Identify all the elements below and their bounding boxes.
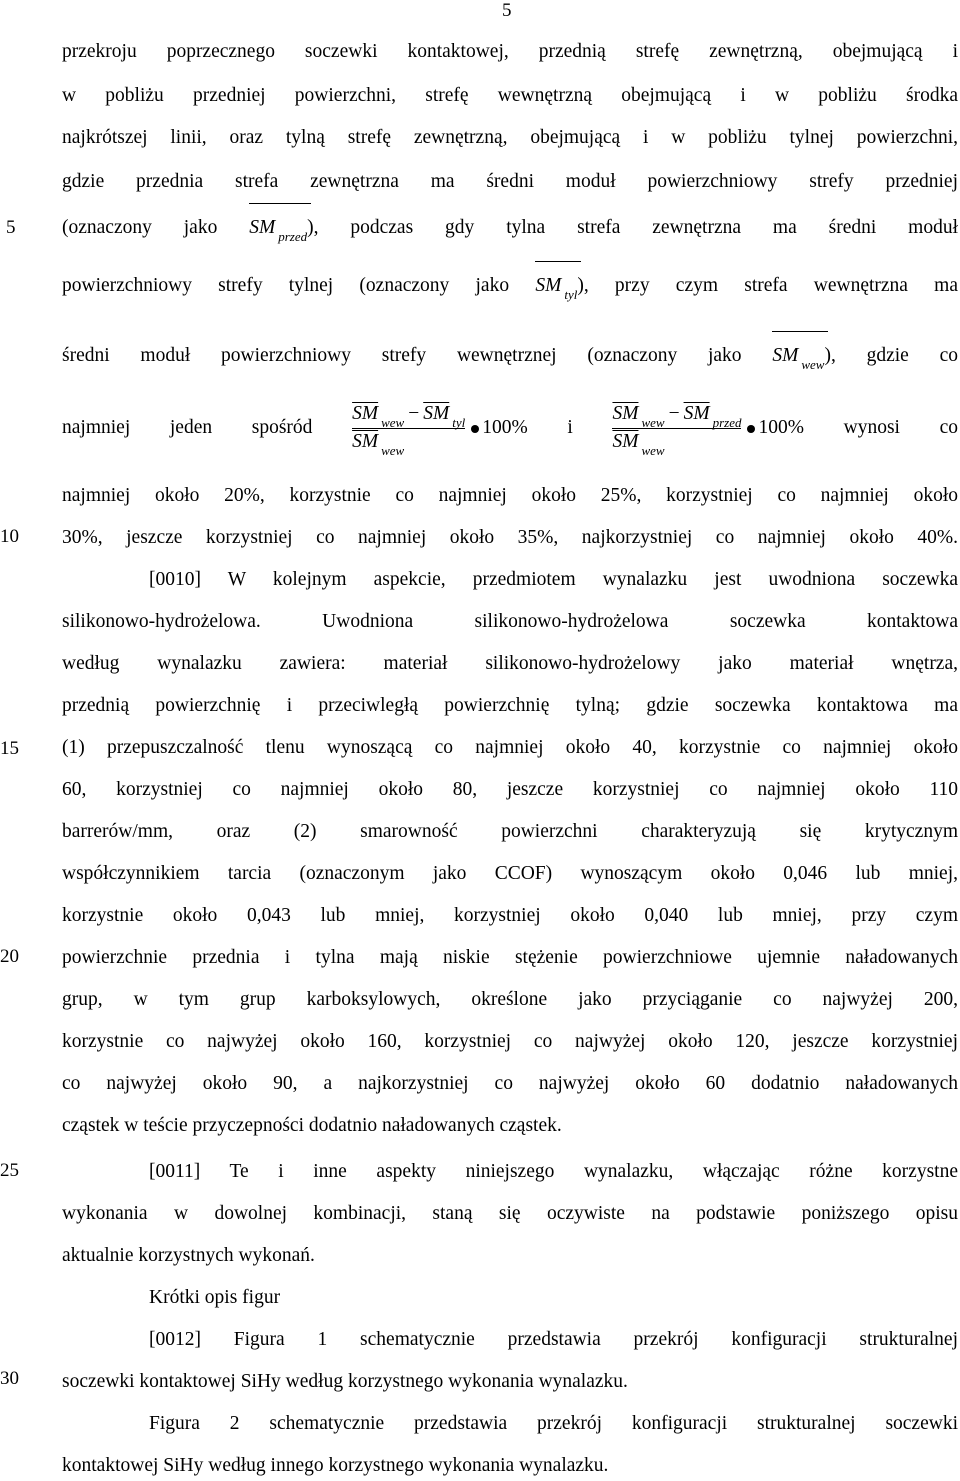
text-span: powierzchniowy strefy tylnej (oznaczony jako [62, 275, 510, 296]
text-line [62, 216, 958, 244]
text-span: średni moduł powierzchniowy strefy wewnętrznej (oznaczony jako [62, 345, 742, 366]
text-line: silikonowo-hydrożelowa. Uwodniona silikonowo-hydrożelowa soczewka kontaktowa [62, 611, 958, 632]
text-line: grup, w tym grup karboksylowych, określone jako przyciąganie co najwyżej 200, [62, 989, 958, 1010]
text-line: soczewki kontaktowej SiHy według korzystnego wykonania wynalazku. [62, 1371, 628, 1392]
text-span: najmniej jeden spośród [62, 417, 313, 438]
line-number-30: 30 [0, 1368, 19, 1389]
fraction-wew-przed: $\frac{\overline{SM} _{wew} - \overline{SM} _{przed}}{\overline{SM} _{wew}}$ [612, 403, 742, 459]
line-number-25: 25 [0, 1160, 19, 1181]
formula-line [62, 398, 958, 458]
text-line: cząstek w teście przyczepności dodatnio naładowanych cząstek. [62, 1115, 562, 1136]
text-line: 60, korzystniej co najmniej około 80, jeszcze korzystniej co najmniej około 110 [62, 779, 958, 800]
text-span: (oznaczony jako [62, 217, 218, 238]
line-number-5: 5 [6, 217, 16, 238]
fraction-wew-tyl: $\frac{\overline{SM} _{wew} - \overline{SM} _{tyl}}{\overline{SM} _{wew}}$ [352, 403, 466, 459]
page-number: 5 [502, 0, 512, 21]
text-line: korzystnie co najwyżej około 160, korzystniej co najwyżej około 120, jeszcze korzystniej [62, 1031, 958, 1052]
text-line: według wynalazku zawiera: materiał silikonowo-hydrożelowy jako materiał wnętrza, [62, 653, 958, 674]
text-line: [0012] Figura 1 schematycznie przedstawia przekrój konfiguracji strukturalnej [149, 1329, 958, 1350]
multiply-dot [471, 425, 479, 433]
text-line: korzystnie około 0,043 lub mniej, korzystniej około 0,040 lub mniej, przy czym [62, 905, 958, 926]
sm-wew-symbol: SM $_{wew}$ [772, 344, 824, 369]
text-line: przekroju poprzecznego soczewki kontaktowej, przednią strefę zewnętrzną, obejmującą i [62, 41, 958, 62]
text-line: powierzchnie przednia i tylna mają niskie stężenie powierzchniowe ujemnie naładowanych [62, 947, 958, 968]
sm-przed-symbol: SM $_{przed}$ [249, 216, 307, 241]
text-span: wynosi co [843, 417, 959, 438]
text-span: ), gdzie co [824, 345, 958, 366]
text-line [62, 344, 958, 372]
text-line: co najwyżej około 90, a najkorzystniej co najwyżej około 60 dodatnio naładowanych [62, 1073, 958, 1094]
text-span: ), podczas gdy tylna strefa zewnętrzna ma średni moduł [307, 217, 958, 238]
text-line: barrerów/mm, oraz (2) smarowność powierzchni charakteryzują się krytycznym [62, 821, 958, 842]
text-line: przednią powierzchnię i przeciwległą powierzchnię tylną; gdzie soczewka kontaktowa ma [62, 695, 958, 716]
text-line: najmniej około 20%, korzystnie co najmniej około 25%, korzystniej co najmniej około [62, 485, 958, 506]
multiply-dot [747, 425, 755, 433]
text-span: 100% [758, 417, 804, 438]
text-line: gdzie przednia strefa zewnętrzna ma średni moduł powierzchniowy strefy przedniej [62, 171, 958, 192]
line-number-10: 10 [0, 526, 19, 547]
text-line: najkrótszej linii, oraz tylną strefę zewnętrzną, obejmującą i w pobliżu tylnej powierzchni, [62, 127, 958, 148]
text-line: 30%, jeszcze korzystniej co najmniej około 35%, najkorzystniej co najmniej około 40%. [62, 527, 958, 548]
text-span: ), przy czym strefa wewnętrzna ma [577, 275, 959, 296]
line-number-20: 20 [0, 946, 19, 967]
text-line [62, 274, 959, 302]
text-line: Figura 2 schematycznie przedstawia przekrój konfiguracji strukturalnej soczewki [149, 1413, 958, 1434]
text-line: kontaktowej SiHy według innego korzystnego wykonania wynalazku. [62, 1455, 609, 1476]
text-line: współczynnikiem tarcia (oznaczonym jako CCOF) wynoszącym około 0,046 lub mniej, [62, 863, 958, 884]
text-line: w pobliżu przedniej powierzchni, strefę wewnętrzną obejmującą i w pobliżu środka [62, 85, 958, 106]
text-line: wykonania w dowolnej kombinacji, staną się oczywiste na podstawie poniższego opisu [62, 1203, 958, 1224]
line-number-15: 15 [0, 738, 19, 759]
text-span: 100% [482, 417, 528, 438]
text-line: [0010] W kolejnym aspekcie, przedmiotem wynalazku jest uwodniona soczewka [149, 569, 958, 590]
sm-tyl-symbol: SM $_{tyl}$ [535, 274, 577, 299]
text-line: aktualnie korzystnych wykonań. [62, 1245, 315, 1266]
text-line: [0011] Te i inne aspekty niniejszego wynalazku, włączając różne korzystne [149, 1161, 958, 1182]
text-line: (1) przepuszczalność tlenu wynoszącą co najmniej około 40, korzystnie co najmniej około [62, 737, 958, 758]
section-heading: Krótki opis figur [149, 1287, 281, 1308]
text-span: i [567, 417, 573, 438]
